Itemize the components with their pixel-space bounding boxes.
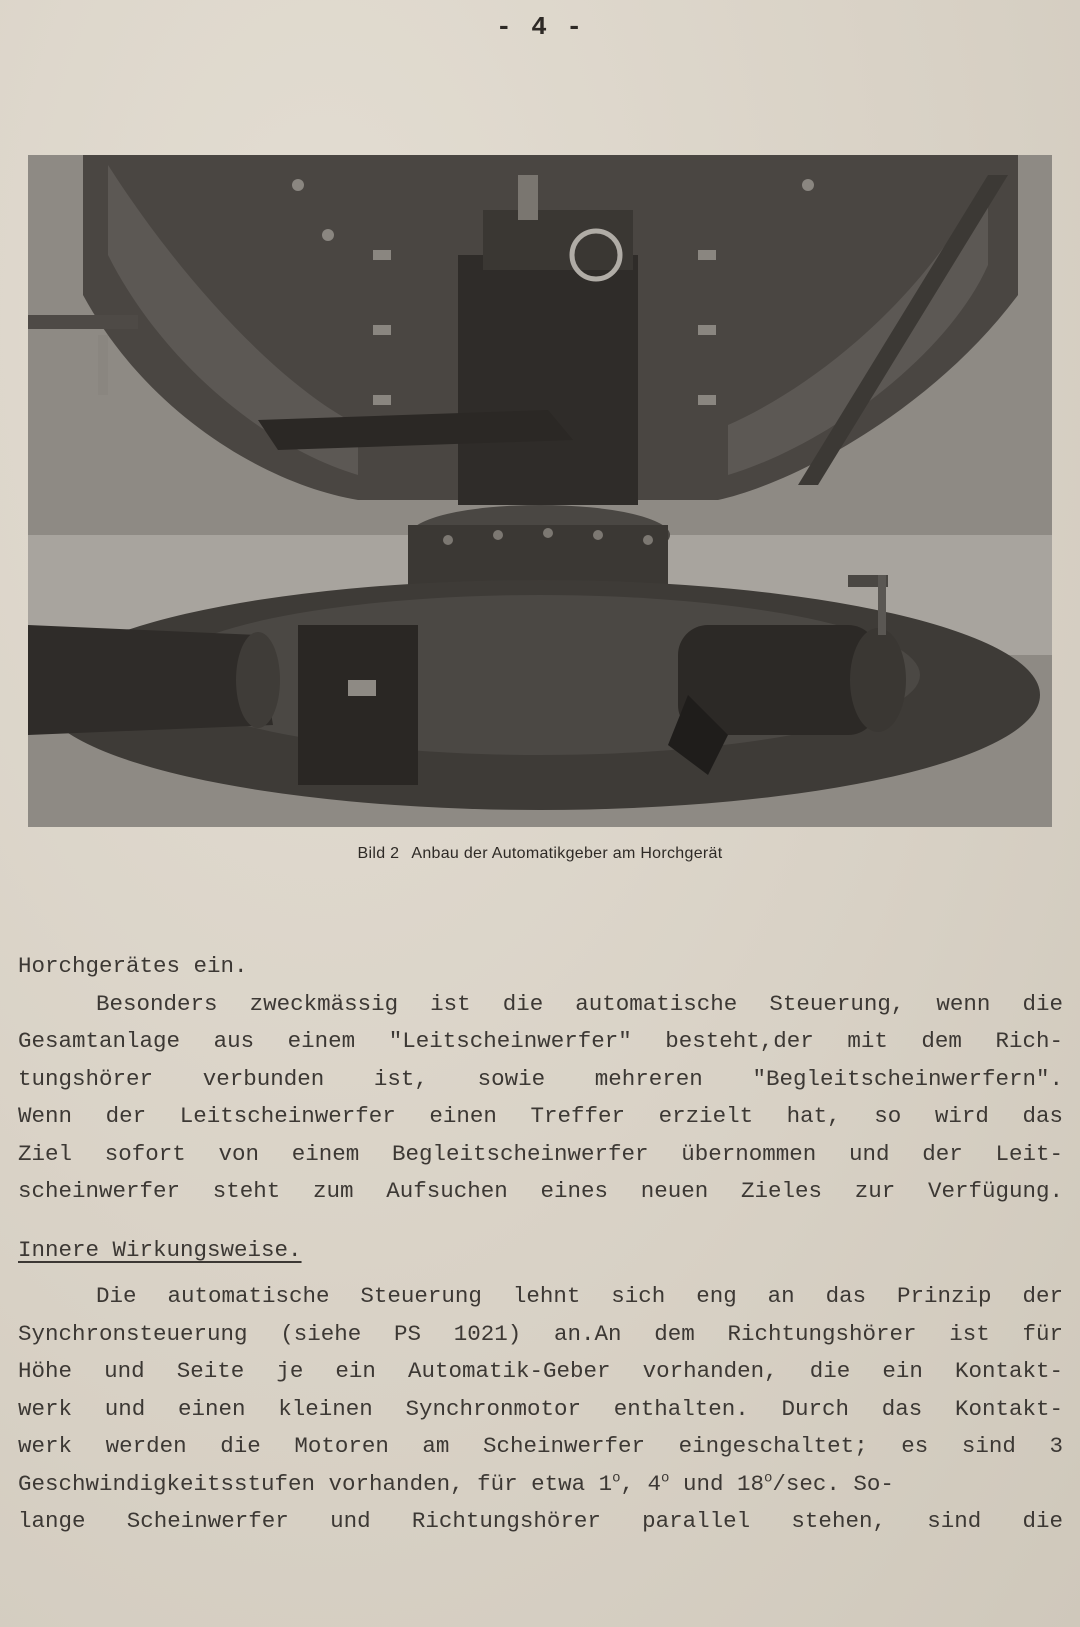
speed-line-sep2: und 18 bbox=[669, 1470, 764, 1497]
text-line: werk werden die Motoren am Scheinwerfer eingeschaltet; es sind 3 bbox=[18, 1433, 1063, 1459]
paragraph-2 bbox=[18, 1278, 1063, 1541]
text-line: Besonders zweckmässig ist die automatische Steuerung, wenn die bbox=[96, 990, 1063, 1017]
text-line: Ziel sofort von einem Begleitscheinwerfer übernommen und der Leit- bbox=[18, 1140, 1063, 1167]
speed-line bbox=[18, 1466, 1063, 1504]
caption-number: Bild 2 bbox=[357, 845, 400, 862]
text-line: Synchronsteuerung (siehe PS 1021) an.An dem Richtungshörer ist für bbox=[18, 1320, 1063, 1347]
text-line: Die automatische Steuerung lehnt sich eng an das Prinzip der bbox=[96, 1283, 1063, 1309]
text-line: Gesamtanlage aus einem "Leitscheinwerfer" besteht,der mit dem Rich- bbox=[18, 1028, 1063, 1054]
text-line: Höhe und Seite je ein Automatik-Geber vorhanden, die ein Kontakt- bbox=[18, 1358, 1063, 1384]
text-line: tungshörer verbunden ist, sowie mehreren "Begleitscheinwerfern". bbox=[18, 1065, 1063, 1092]
caption-text: Anbau der Automatikgeber am Horchgerät bbox=[411, 845, 723, 862]
section-heading: Innere Wirkungsweise. bbox=[18, 1237, 302, 1263]
speed-line-sep1: , 4 bbox=[620, 1470, 662, 1497]
horchgeraet-photo-illustration bbox=[28, 155, 1052, 827]
text-line: Wenn der Leitscheinwerfer einen Treffer erzielt hat, so wird das bbox=[18, 1103, 1063, 1129]
text-line: werk und einen kleinen Synchronmotor enthalten. Durch das Kontakt- bbox=[18, 1395, 1063, 1422]
text-line: Horchgerätes ein. bbox=[18, 953, 248, 979]
figure-caption bbox=[0, 845, 1080, 863]
degree-mark: o bbox=[612, 1470, 621, 1486]
speed-line-prefix: Geschwindigkeitsstufen vorhanden, für etwa 1 bbox=[18, 1470, 613, 1497]
degree-mark: o bbox=[661, 1470, 670, 1486]
degree-mark: o bbox=[763, 1470, 773, 1486]
figure-photo bbox=[28, 155, 1052, 827]
paragraph-1 bbox=[18, 948, 1063, 1211]
text-line: scheinwerfer steht zum Aufsuchen eines neuen Zieles zur Verfügung. bbox=[18, 1178, 1063, 1204]
page-number: - 4 - bbox=[495, 12, 584, 42]
text-line: lange Scheinwerfer und Richtungshörer parallel stehen, sind die bbox=[18, 1508, 1063, 1534]
speed-line-suffix: /sec. So- bbox=[772, 1470, 894, 1497]
